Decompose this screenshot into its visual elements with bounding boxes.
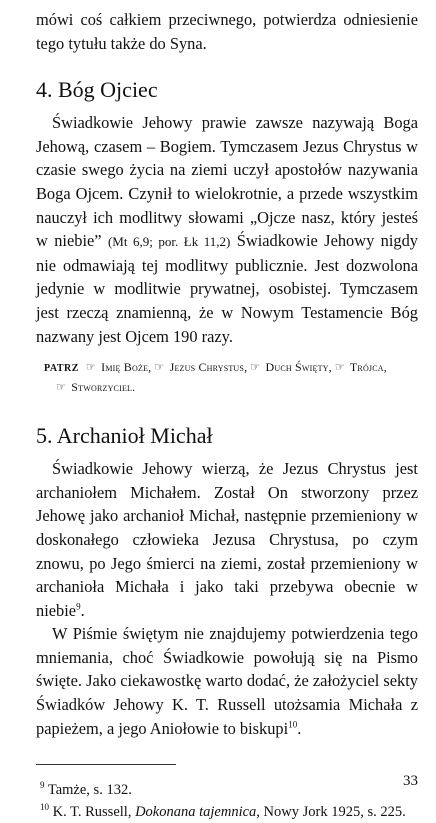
footnote-10-title: Dokonana tajemnica [135, 804, 257, 821]
intro-paragraph [36, 8, 418, 55]
footnote-9-text: Tamże, s. 132. [47, 782, 132, 799]
see-also-ref-3-label: Duch Święty, [265, 360, 332, 375]
see-also-ref-2[interactable] [154, 360, 247, 374]
pointing-hand-icon: ☞ [154, 361, 165, 374]
section-5-text-1: Świadkowie Jehowy wierzą, że Jezus Chrystus jest archaniołem Michałem. Został On stworzony przez Jehowę jako archanioł Michał, następnie przemieniony w doskonałego człowieka Jezusa Chrystusa, po czym znowu, po Jego śmierci na ziemi, został przemieniony w archanioła Michała i jako taki przebywa obecnie w niebie [36, 459, 418, 620]
footnote-10-author: K. T. Russell, [52, 804, 136, 821]
see-also-ref-3[interactable] [250, 360, 332, 374]
see-also [36, 358, 418, 397]
pointing-hand-icon: ☞ [334, 361, 345, 374]
section-4-paragraph [36, 111, 418, 348]
footnote-9 [36, 779, 418, 801]
section-4-text-b: Świadkowie Jehowy nigdy nie odmawiają tej modlitwy publicznie. Jest dozwolona jedynie w modlitwie prywatnej, osobistej. Tymczasem jest rzeczą znamienną, że w Nowym Testamencie Bóg nazwany jest Ojcem 190 razy. [36, 231, 418, 346]
section-5-paragraph-1: Świadkowie Jehowy wierzą, że Jezus Chrystus jest archaniołem Michałem. Został On stworzony przez Jehowę jako archanioł Michał, następnie przemieniony w doskonałego człowieka Jezusa Chrystusa, po czym znowu, po Jego śmierci na ziemi, został przemieniony w archanioła Michała i jako taki przebywa obecnie w niebie$^9$. [36, 459, 418, 620]
section-5-heading: 5. Archanioł Michał [36, 423, 213, 449]
section-4-text-a: Świadkowie Jehowy prawie zawsze nazywają Boga Jehową, czasem – Bogiem. Tymczasem Jezus Chrystus w czasie swego życia na ziemi uczył apostołów nazywania Boga Ojcem. Czynił to wielokrotnie, a przede wszystkim nauczył ich modlitwy słowami „Ojcze nasz, który jesteś w niebie” [36, 113, 418, 251]
see-also-ref-1[interactable] [86, 360, 151, 374]
section-4-heading: 4. Bóg Ojciec [36, 77, 158, 103]
footnote-ref-9[interactable]: 9 [76, 601, 81, 612]
page-content [36, 8, 418, 823]
footnote-ref-10[interactable]: 10 [288, 719, 298, 730]
see-also-ref-4[interactable] [335, 360, 387, 374]
section-5-paragraph-2: W Piśmie świętym nie znajdujemy potwierdzenia tego mniemania, choć Świadkowie powołują się na Pismo święte. Jako ciekawostkę warto dodać, że założyciel sekty Świadków Jehowy K. T. Russell utożsamia Michała z papieżem, a jego Aniołowie to biskupi$^{10}$. [36, 624, 418, 738]
footnote-10 [36, 801, 418, 823]
page-number: 33 [403, 773, 418, 789]
see-also-label: PATRZ [44, 363, 79, 375]
pointing-hand-icon: ☞ [56, 381, 67, 394]
footnote-10-number: 10 [40, 802, 49, 813]
pointing-hand-icon: ☞ [85, 361, 96, 374]
see-also-ref-4-label: Trójca, [349, 360, 387, 375]
section-5-text-2: W Piśmie świętym nie znajdujemy potwierdzenia tego mniemania, choć Świadkowie powołują się na Pismo święte. Jako ciekawostkę warto dodać, że założyciel sekty Świadków Jehowy K. T. Russell utożsamia Michała z papieżem, a jego Aniołowie to biskupi [36, 624, 418, 738]
see-also-ref-5-label: Stworzyciel. [71, 380, 136, 395]
intro-text: mówi coś całkiem przeciwnego, potwierdza odniesienie tego tytułu także do Syna. [36, 10, 418, 53]
see-also-ref-1-label: Imię Boże, [101, 360, 152, 375]
footnote-divider [36, 764, 176, 765]
see-also-ref-2-label: Jezus Chrystus, [169, 360, 248, 375]
see-also-ref-5[interactable] [56, 380, 135, 394]
footnote-9-number: 9 [40, 780, 45, 791]
pointing-hand-icon: ☞ [250, 361, 261, 374]
footnote-10-details: , Nowy Jork 1925, s. 225. [256, 804, 406, 821]
bible-citation: (Mt 6,9; por. Łk 11,2) [107, 234, 231, 250]
